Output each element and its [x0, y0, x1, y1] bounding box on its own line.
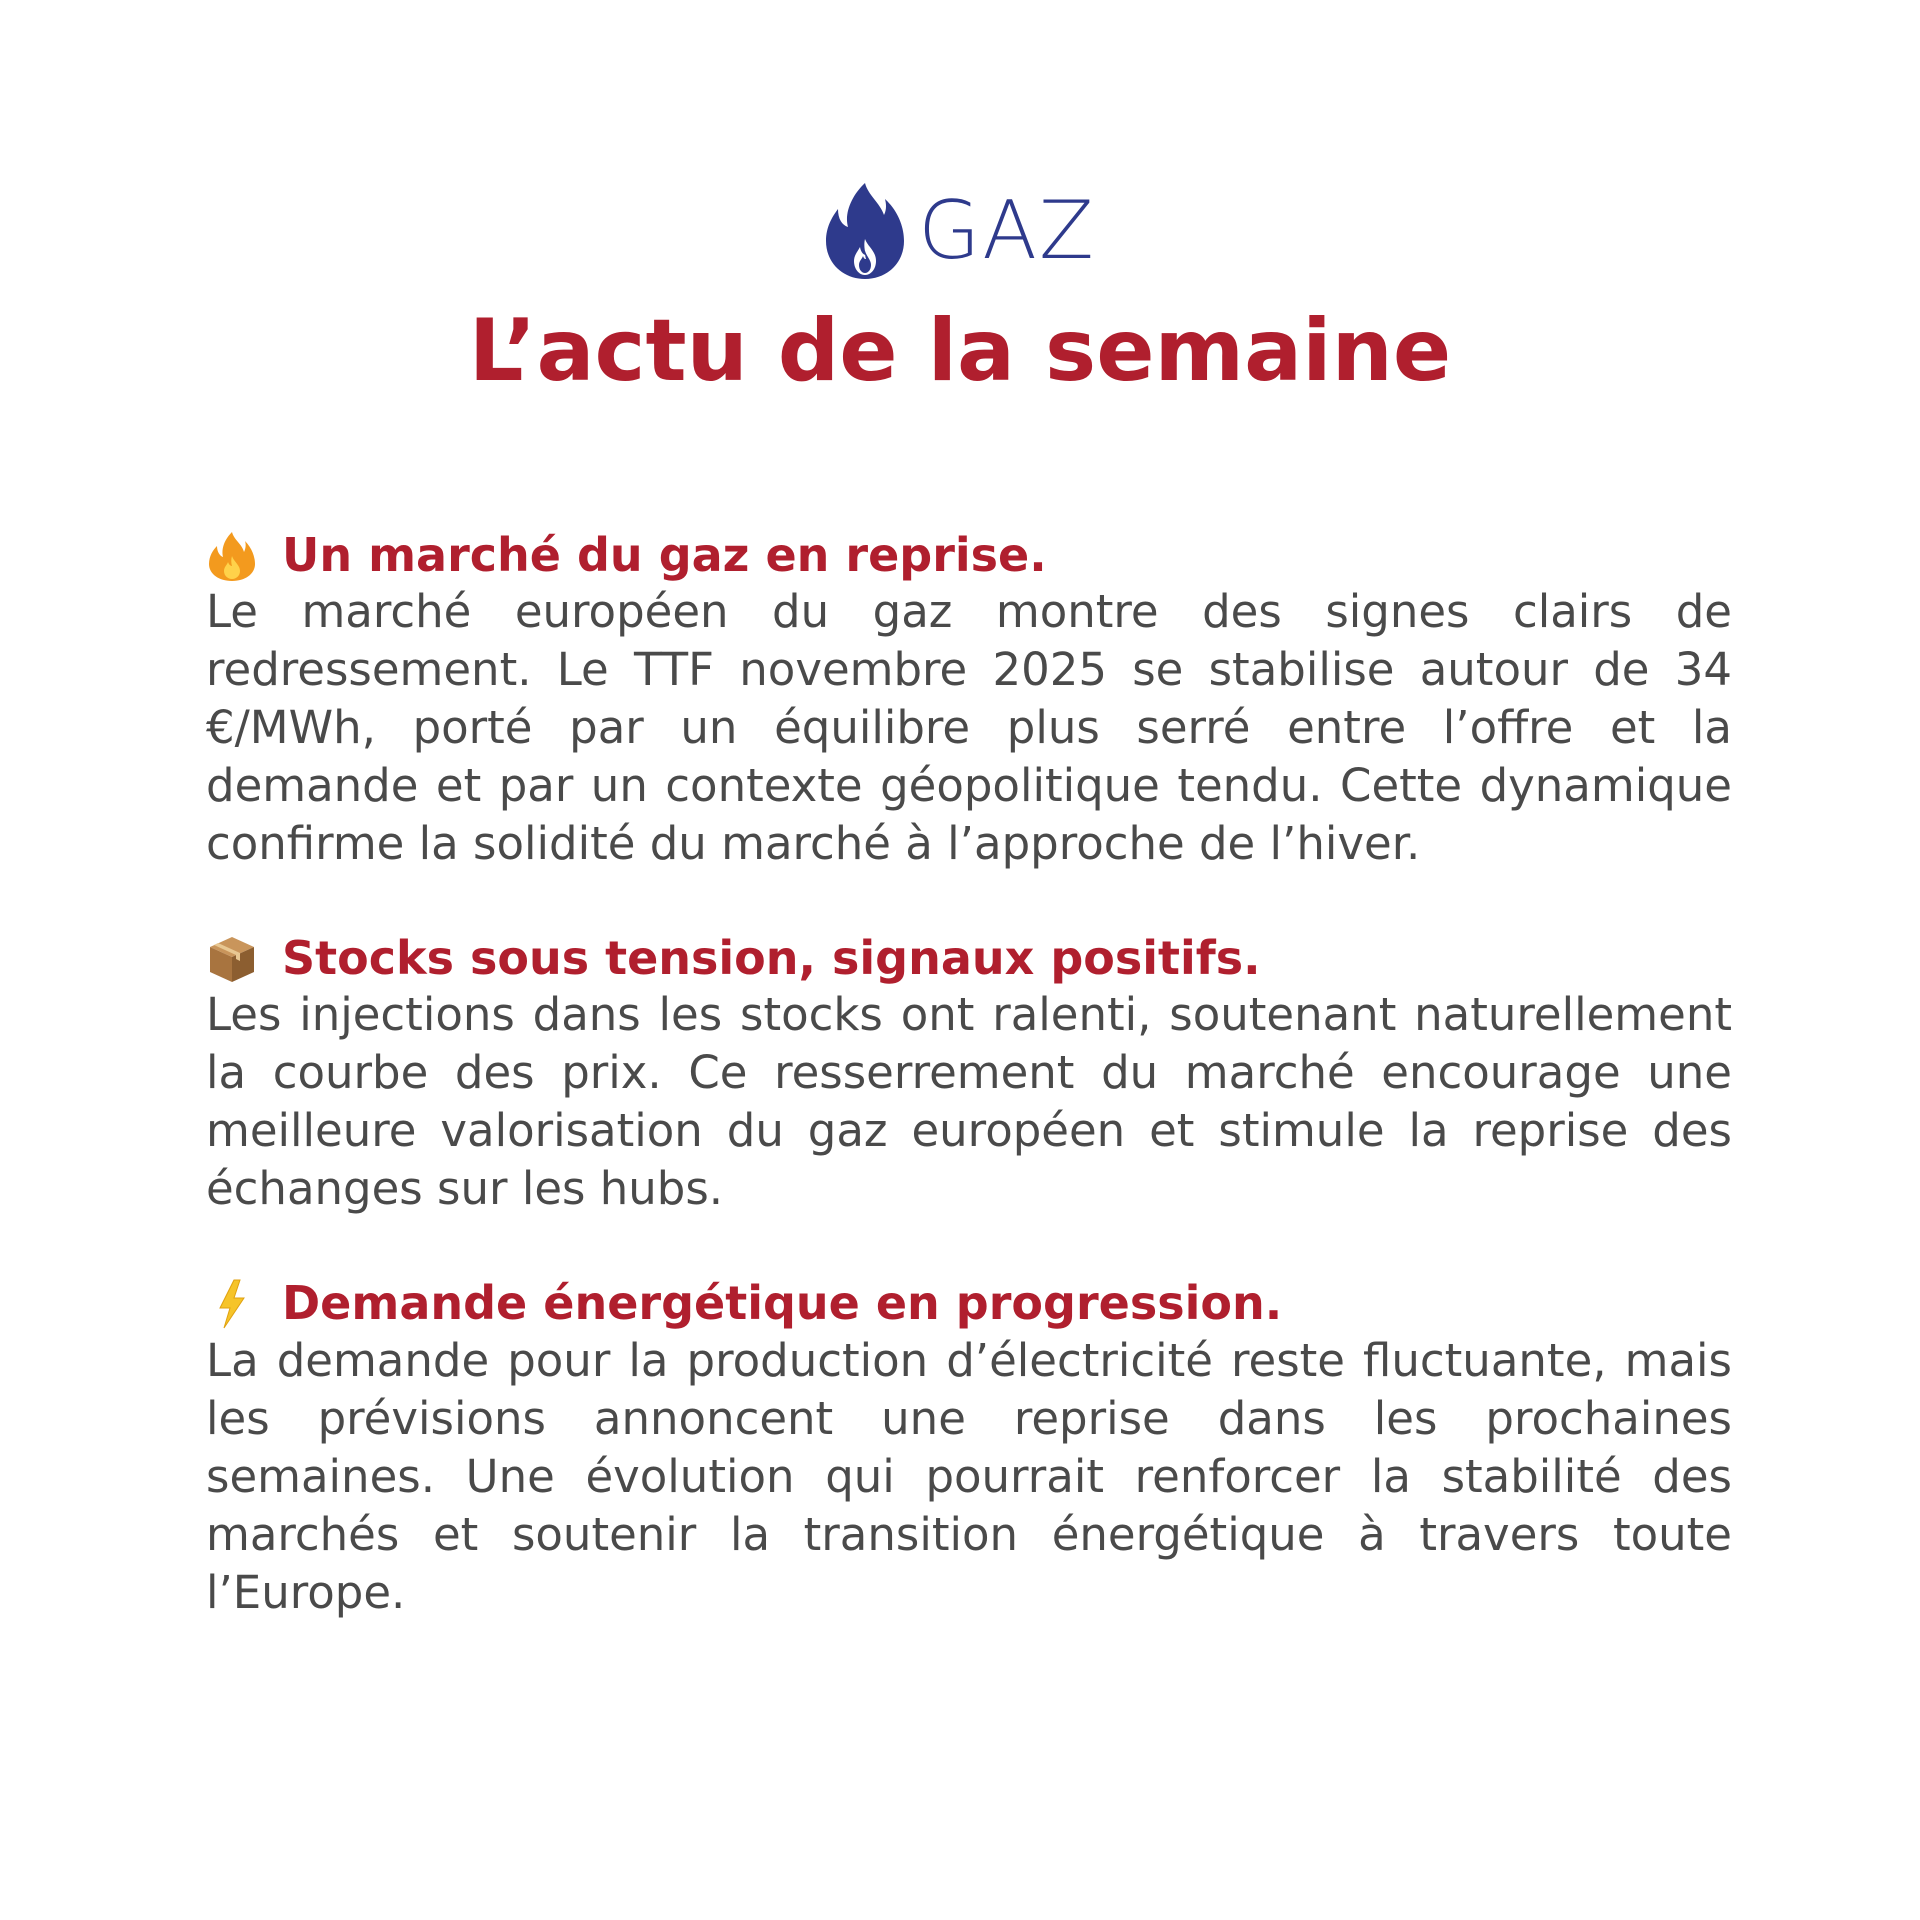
section-body: Les injections dans les stocks ont ralenti, soutenant naturellement la courbe des prix. Ce resserrement du marché encourage une meilleure valorisation du gaz européen et stimule la reprise des échanges sur les hubs.: [206, 988, 1732, 1216]
section-heading: [206, 931, 1732, 986]
section-body: La demande pour la production d’électricité reste fluctuante, mais les prévisions annoncent une reprise dans les prochaines semaines. Une évolution qui pourrait renforcer la stabilité des marchés et soutenir la transition énergétique à travers toute l’Europe.: [206, 1333, 1732, 1619]
article-content: [206, 528, 1732, 1680]
flame-icon: [824, 181, 906, 281]
section-heading: [206, 528, 1732, 583]
section-heading: [206, 1276, 1732, 1331]
section-demand: [206, 1276, 1732, 1621]
section-body: Le marché européen du gaz montre des signes clairs de redressement. Le TTF novembre 2025 se stabilise autour de 34 €/MWh, porté par un équilibre plus serré entre l’offre et la demande et par un contexte géopolitique tendu. Cette dynamique confirme la solidité du marché à l’approche de l’hiver.: [206, 585, 1732, 871]
fire-icon: [206, 530, 258, 582]
section-gas-market: [206, 528, 1732, 873]
lightning-icon: [206, 1278, 258, 1330]
brand-label: GAZ: [918, 184, 1096, 277]
page-header: [0, 176, 1920, 399]
package-icon: [206, 933, 258, 985]
section-stocks: [206, 931, 1732, 1218]
section-title: Un marché du gaz en reprise.: [282, 528, 1047, 582]
section-title: Demande énergétique en progression.: [282, 1276, 1283, 1331]
brand: [0, 176, 1920, 286]
page-title: L’actu de la semaine: [468, 301, 1452, 401]
section-title: Stocks sous tension, signaux positifs.: [282, 931, 1261, 986]
